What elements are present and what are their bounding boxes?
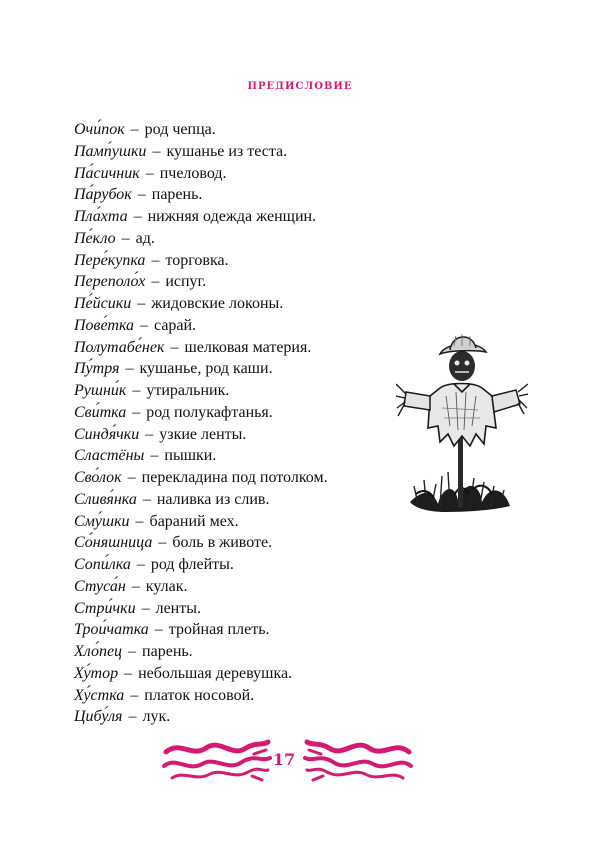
right-ornament xyxy=(303,736,413,784)
dash-separator: – xyxy=(124,643,141,660)
glossary-term: Пере́купка xyxy=(74,251,146,269)
glossary-entry xyxy=(74,141,394,163)
dash-separator: – xyxy=(148,142,165,160)
glossary-term: Сво́лок xyxy=(74,469,122,486)
glossary-definition: тройная плеть. xyxy=(168,621,270,639)
glossary-definition: узкие ленты. xyxy=(159,425,247,443)
glossary-definition: сарай. xyxy=(154,316,197,334)
page-number: 17 xyxy=(272,750,296,769)
dash-separator: – xyxy=(137,599,154,617)
glossary-definition: перекладина под потолком. xyxy=(141,469,328,486)
glossary-term: Пе́кло xyxy=(74,229,116,247)
glossary-term: Ху́тор xyxy=(74,664,119,682)
glossary-definition: наливка из слив. xyxy=(156,490,270,508)
dash-separator: – xyxy=(128,403,145,421)
glossary-entry xyxy=(74,402,394,424)
glossary-term: Па́рубок xyxy=(74,186,132,204)
glossary-entry xyxy=(74,250,394,272)
left-ornament xyxy=(162,736,272,784)
glossary-term: Пове́тка xyxy=(74,316,135,334)
glossary-term: Сливя́нка xyxy=(74,490,137,508)
glossary-definition: кушанье, род каши. xyxy=(139,360,273,378)
glossary-entry xyxy=(74,271,394,293)
glossary-term: Полутабе́нек xyxy=(74,338,165,356)
glossary-term: Переполо́х xyxy=(74,273,146,291)
glossary-term: Очи́пок xyxy=(74,121,125,138)
glossary-entry xyxy=(74,337,394,359)
dash-separator: – xyxy=(154,534,171,552)
glossary-term: Со́няшница xyxy=(74,534,153,552)
dash-separator: – xyxy=(123,469,140,486)
glossary-entry xyxy=(74,532,394,554)
glossary-definition: пчеловод. xyxy=(159,164,227,182)
glossary-entry xyxy=(74,511,394,533)
glossary-definition: ад. xyxy=(135,229,155,247)
glossary-definition: род чепца. xyxy=(144,121,216,138)
glossary-entry xyxy=(74,598,394,620)
glossary-definition: парень. xyxy=(151,186,203,204)
dash-separator: – xyxy=(117,229,134,247)
dash-separator: – xyxy=(120,664,137,682)
glossary-term: Цибу́ля xyxy=(74,708,123,726)
dash-separator: – xyxy=(146,447,163,465)
glossary-term: Сопи́лка xyxy=(74,556,131,573)
glossary-term: Стри́чки xyxy=(74,599,136,617)
glossary-entry xyxy=(74,424,394,446)
glossary-definition: бараний мех. xyxy=(149,512,239,530)
dash-separator: – xyxy=(141,164,158,182)
glossary-definition: кушанье из теста. xyxy=(166,142,288,160)
dash-separator: – xyxy=(136,316,153,334)
glossary-definition: род полукафтанья. xyxy=(146,403,273,421)
glossary-entry xyxy=(74,619,394,641)
glossary-entry xyxy=(74,358,394,380)
glossary-definition: боль в животе. xyxy=(172,534,273,552)
glossary-entry xyxy=(74,228,394,250)
glossary-definition: пышки. xyxy=(164,447,217,465)
glossary-term: Стуса́н xyxy=(74,577,126,595)
glossary-entry xyxy=(74,445,394,467)
dash-separator: – xyxy=(126,686,143,704)
glossary-term: Пу́тря xyxy=(74,360,120,378)
glossary-list xyxy=(74,119,394,728)
glossary-definition: шелковая материя. xyxy=(184,338,312,356)
glossary-term: Ху́стка xyxy=(74,686,125,704)
glossary-term: Сластёны xyxy=(74,447,145,465)
glossary-definition: род флейты. xyxy=(150,556,234,573)
glossary-definition: небольшая деревушка. xyxy=(138,664,293,682)
glossary-definition: нижняя одежда женщин. xyxy=(147,208,317,225)
glossary-entry xyxy=(74,685,394,707)
glossary-definition: парень. xyxy=(142,643,193,660)
glossary-term: Сму́шки xyxy=(74,512,130,530)
dash-separator: – xyxy=(133,186,150,204)
dash-separator: – xyxy=(150,621,167,639)
glossary-entry xyxy=(74,467,394,489)
page-heading: предисловие xyxy=(247,77,353,93)
dash-separator: – xyxy=(138,490,155,508)
dash-separator: – xyxy=(129,208,146,225)
scarecrow-illustration xyxy=(396,326,528,522)
glossary-entry xyxy=(74,663,394,685)
glossary-definition: торговка. xyxy=(165,251,229,269)
dash-separator: – xyxy=(147,273,164,291)
glossary-term: Трои́чатка xyxy=(74,621,149,639)
glossary-definition: жидовские локоны. xyxy=(151,295,284,312)
glossary-entry xyxy=(74,206,394,228)
dash-separator: – xyxy=(126,121,143,138)
glossary-term: Сви́тка xyxy=(74,403,127,421)
glossary-definition: испуг. xyxy=(165,273,207,291)
glossary-term: Пе́йсики xyxy=(74,295,132,312)
glossary-definition: лук. xyxy=(142,708,171,726)
glossary-term: Синдя́чки xyxy=(74,425,140,443)
dash-separator: – xyxy=(127,577,144,595)
glossary-entry xyxy=(74,184,394,206)
glossary-entry xyxy=(74,706,394,728)
glossary-definition: кулак. xyxy=(145,577,188,595)
glossary-term: Па́сичник xyxy=(74,164,140,182)
glossary-entry xyxy=(74,641,394,663)
glossary-definition: платок носовой. xyxy=(144,686,255,704)
glossary-entry xyxy=(74,489,394,511)
dash-separator: – xyxy=(166,338,183,356)
dash-separator: – xyxy=(147,251,164,269)
dash-separator: – xyxy=(128,382,145,399)
dash-separator: – xyxy=(124,708,141,726)
dash-separator: – xyxy=(141,425,158,443)
glossary-term: Хло́пец xyxy=(74,643,123,660)
glossary-entry xyxy=(74,163,394,185)
dash-separator: – xyxy=(132,556,149,573)
glossary-entry xyxy=(74,576,394,598)
dash-separator: – xyxy=(121,360,138,378)
glossary-term: Рушни́к xyxy=(74,382,127,399)
glossary-entry xyxy=(74,119,394,141)
glossary-term: Памп́ушки xyxy=(74,142,147,160)
glossary-entry xyxy=(74,380,394,402)
dash-separator: – xyxy=(131,512,148,530)
glossary-entry xyxy=(74,554,394,576)
glossary-entry xyxy=(74,293,394,315)
glossary-definition: ленты. xyxy=(155,599,201,617)
glossary-entry xyxy=(74,315,394,337)
glossary-definition: утиральник. xyxy=(146,382,230,399)
glossary-term: Пла́хта xyxy=(74,208,128,225)
dash-separator: – xyxy=(133,295,150,312)
